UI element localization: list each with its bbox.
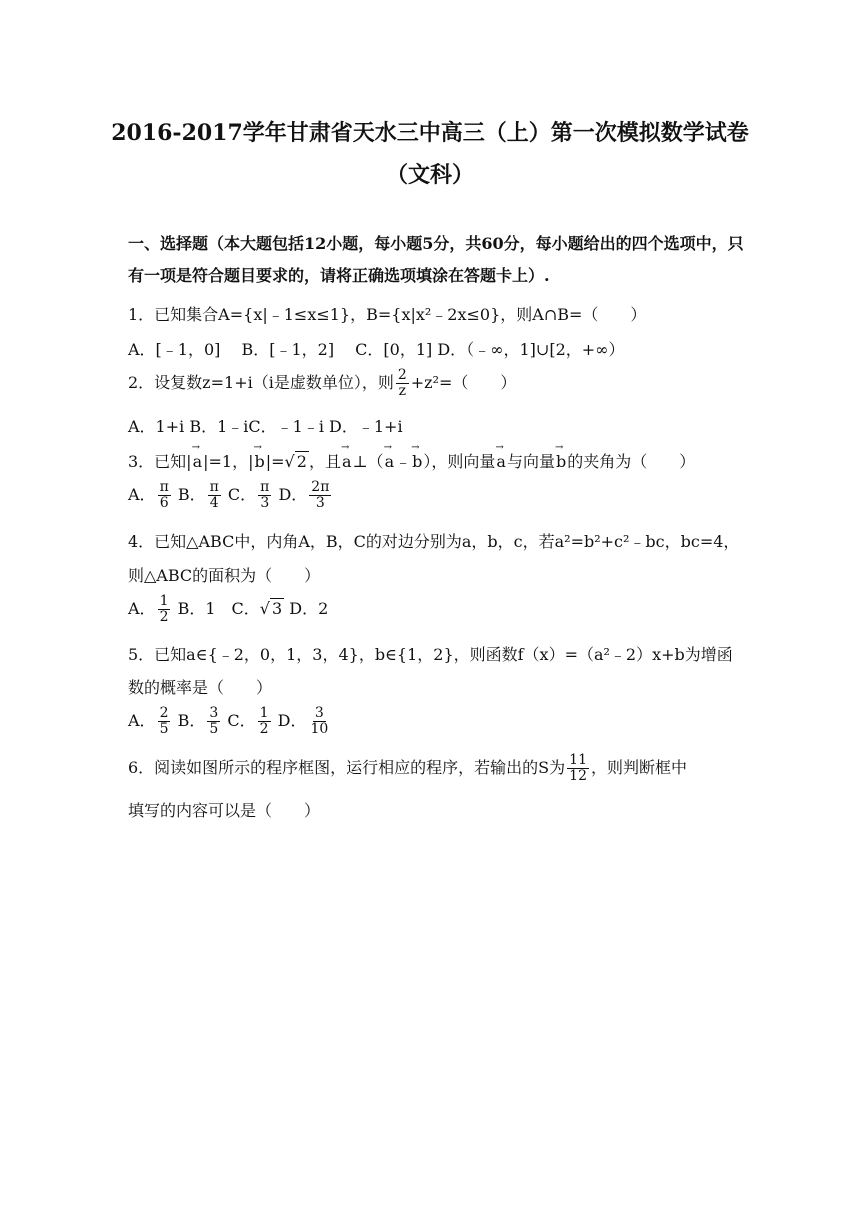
q2-text-a: 2．设复数z=1+i（i是虚数单位），则 xyxy=(128,373,394,392)
question-3-options xyxy=(128,480,333,511)
frac-den: 10 xyxy=(310,721,329,737)
exam-subtitle: （文科） xyxy=(385,162,474,188)
frac-num: 2 xyxy=(159,705,169,721)
q2-text-b: +z²=（ ） xyxy=(410,373,517,392)
question-4-options xyxy=(128,594,328,625)
q2-fraction xyxy=(396,368,409,399)
sqrt-2-radicand: 2 xyxy=(296,452,307,471)
frac-num: π xyxy=(260,479,270,495)
question-5-options xyxy=(128,706,332,737)
q3-t7: ），则向量 xyxy=(423,452,496,471)
frac-num: 3 xyxy=(209,705,219,721)
q4-opt-b-c-labels: B．1 C． xyxy=(172,599,260,618)
q3-t8: 与向量 xyxy=(506,452,555,471)
q6-text-a: 6．阅读如图所示的程序框图，运行相应的程序，若输出的S为 xyxy=(128,758,566,777)
question-5-stem-line1: 5．已知a∈{﹣2，0，1，3，4}，b∈{1，2}，则函数f（x）=（a²﹣2）x+b为增函 xyxy=(128,645,733,664)
question-5-stem-line2: 数的概率是（ ） xyxy=(128,678,273,697)
q3-opt-a-frac xyxy=(158,480,171,511)
frac-num: 1 xyxy=(159,593,169,609)
q6-text-b: ，则判断框中 xyxy=(590,758,687,777)
question-6-stem-line1 xyxy=(128,753,687,784)
frac-num: π xyxy=(209,479,219,495)
q4-opt-d: D．2 xyxy=(284,599,329,618)
q3-opt-c-frac xyxy=(258,480,271,511)
question-2-stem xyxy=(128,368,516,399)
q5-opt-a-label: A． xyxy=(128,711,156,730)
q4-opt-a-label: A． xyxy=(128,599,156,618)
q3-t5: ⊥（ xyxy=(352,452,384,471)
q3-opt-a-label: A． xyxy=(128,485,156,504)
q2-frac-den: z xyxy=(398,383,406,399)
frac-num: 11 xyxy=(569,752,587,768)
q5-opt-b-label: B． xyxy=(172,711,206,730)
q5-opt-a-frac xyxy=(158,706,171,737)
frac-num: π xyxy=(159,479,169,495)
question-4-stem-line1: 4．已知△ABC中，内角A，B，C的对边分别为a，b，c，若a²=b²+c²﹣bc，bc=4， xyxy=(128,532,740,551)
q3-t3: |= xyxy=(265,452,285,471)
frac-num: 1 xyxy=(259,705,269,721)
q3-opt-d-frac xyxy=(309,480,331,511)
vector-a: → a xyxy=(384,452,396,471)
frac-den: 2 xyxy=(159,609,169,625)
exam-title: 2016-2017学年甘肃省天水三中高三（上）第一次模拟数学试卷 xyxy=(111,120,749,146)
frac-den: 3 xyxy=(315,495,325,511)
q3-t6: ﹣ xyxy=(395,452,412,471)
q3-opt-b-frac xyxy=(208,480,221,511)
vector-a: → a xyxy=(192,452,204,471)
frac-num: 3 xyxy=(314,705,324,721)
q3-t1: 3．已知| xyxy=(128,452,192,471)
q5-opt-b-frac xyxy=(207,706,220,737)
q3-t9: 的夹角为（ ） xyxy=(567,452,696,471)
q5-opt-d-label: D． xyxy=(272,711,307,730)
q5-opt-c-label: C． xyxy=(222,711,256,730)
question-3-stem xyxy=(128,449,695,472)
question-6-stem-line2: 填写的内容可以是（ ） xyxy=(128,801,321,820)
q3-opt-d-label: D． xyxy=(273,485,308,504)
q3-opt-b-label: B． xyxy=(172,485,206,504)
question-1-stem: 1．已知集合A={x|﹣1≤x≤1}，B={x|x²﹣2x≤0}，则A∩B=（ ） xyxy=(128,305,647,324)
vector-a: → a xyxy=(341,452,353,471)
frac-den: 5 xyxy=(159,721,169,737)
q5-opt-d-frac xyxy=(308,706,330,737)
q6-fraction xyxy=(567,753,589,784)
q5-opt-c-frac xyxy=(258,706,271,737)
frac-den: 4 xyxy=(209,495,219,511)
q3-t2: |=1，| xyxy=(203,452,254,471)
frac-den: 3 xyxy=(260,495,270,511)
frac-den: 6 xyxy=(159,495,169,511)
question-4-stem-line2: 则△ABC的面积为（ ） xyxy=(128,566,321,585)
vector-a: → a xyxy=(495,452,507,471)
vector-b: → b xyxy=(411,452,423,471)
frac-num: 2π xyxy=(311,479,330,495)
q3-opt-c-label: C． xyxy=(222,485,257,504)
sqrt-3: √ 3 xyxy=(259,599,283,618)
question-2-options: A．1+i B．1﹣iC．﹣1﹣i D．﹣1+i xyxy=(128,417,403,436)
sqrt-2: √ 2 xyxy=(284,452,307,471)
section-heading: 一、选择题（本大题包括12小题，每小题5分，共60分，每小题给出的四个选项中，只有一项是符合题目要求的，请将正确选项填涂在答题卡上）. xyxy=(128,234,744,285)
q4-opt-a-frac xyxy=(158,594,171,625)
question-1-options: A．[﹣1，0] B．[﹣1，2] C．[0，1] D．（﹣∞，1]∪[2，+∞） xyxy=(128,340,625,359)
vector-b: → b xyxy=(254,452,266,471)
q3-t4: ，且 xyxy=(308,452,341,471)
vector-b: → b xyxy=(555,452,567,471)
frac-den: 5 xyxy=(209,721,219,737)
sqrt-3-radicand: 3 xyxy=(271,599,283,618)
frac-den: 12 xyxy=(569,768,587,784)
frac-den: 2 xyxy=(259,721,269,737)
q2-frac-num: 2 xyxy=(397,367,407,383)
